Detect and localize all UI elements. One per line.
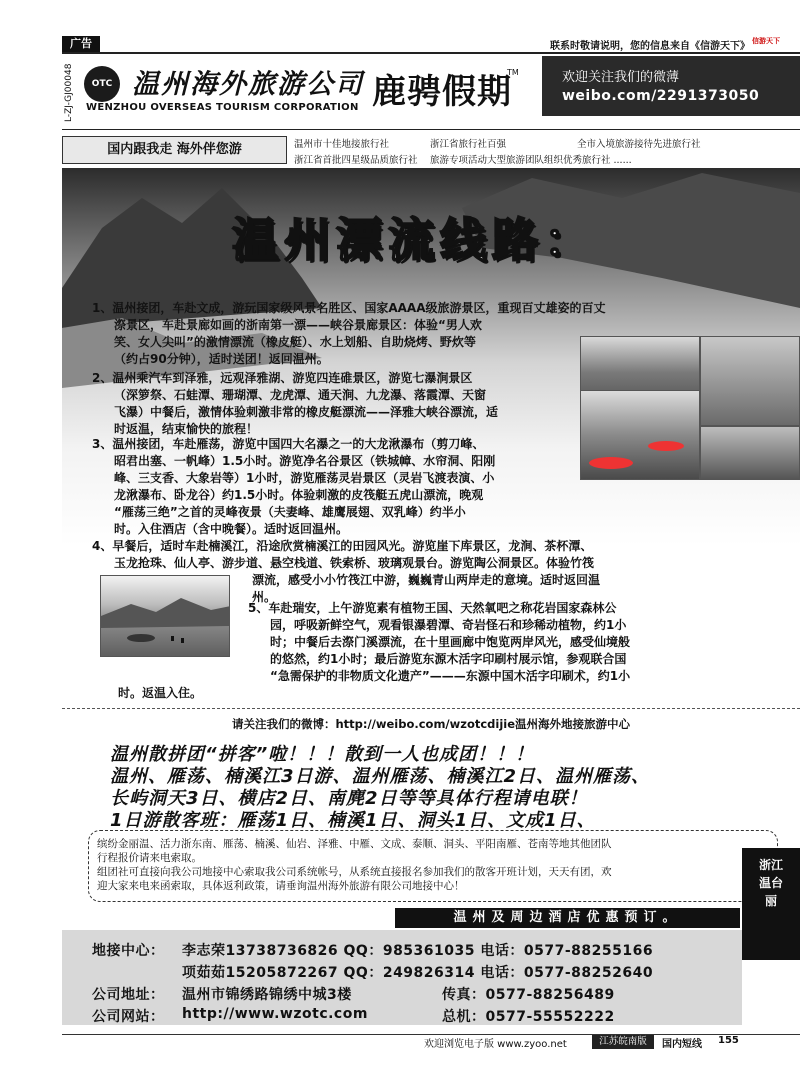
honor-item: 旅游专项活动大型旅游团队组织优秀旅行社 ......: [430, 155, 632, 166]
notice-line: 缤纷金丽温、活力浙东南、雁荡、楠溪、仙岩、泽雅、中雁、文成、泰顺、洞头、平阳南雁、苍南等地其他团队: [97, 838, 612, 850]
route-line: 园，呼吸新鲜空气，观看银瀑碧潭、奇岩怪石和珍稀动植物，约1小: [270, 618, 627, 632]
route-line: 时返温，结束愉快的旅程！: [114, 422, 259, 436]
page-number: 155: [718, 1035, 739, 1046]
route-line: 漈景区，车赴景廊如画的浙南第一漂——峡谷景廊景区：体验“男人欢: [114, 318, 482, 332]
fax-number: 传真：0577-88256489: [442, 987, 615, 1003]
weibo-follow-line[interactable]: 请关注我们的微博：http://weibo.com/wzotcdijie温州海外地接旅游中心: [231, 717, 631, 731]
route-line: 州。: [252, 590, 277, 604]
trademark-mark: TM: [507, 68, 519, 77]
route-5: [248, 600, 718, 685]
route-line: 1、温州接团，车赴文成，游玩国家级风景名胜区、国家AAAA级旅游景区，重现百丈雄姿的百丈: [92, 301, 606, 315]
route-line: 的悠然，约1小时；最后游览东源木活字印刷村展示馆，参观联合国: [270, 652, 627, 666]
slogan: 国内跟我走 海外伴您游: [62, 136, 287, 164]
page-title: 温州漂流线路：: [232, 213, 596, 267]
website-label: 公司网站：: [92, 1009, 165, 1025]
route-line: 2、温州乘汽车到泽雅，远观泽雅湖、游览四连碓景区，游览七瀑涧景区: [92, 371, 473, 385]
honor-item: 浙江省首批四星级品质旅行社: [294, 155, 418, 166]
ad-tag: 广告: [62, 36, 100, 52]
address-value: 温州市锦绣路锦绣中城3楼: [182, 987, 352, 1003]
region-tab-line: 浙江: [758, 858, 783, 872]
rafting-photo-3: [580, 390, 700, 480]
route-2: [92, 370, 582, 438]
rafting-photo-4: [700, 426, 800, 480]
route-line: 漂流，感受小小竹筏江中游，巍巍青山两岸走的意境。适时返回温: [252, 573, 601, 587]
footer: [62, 1034, 800, 1048]
honors-strip: [62, 132, 800, 168]
route-line: （深箩祭、石蛙潭、珊瑚潭、龙虎潭、通天涧、九龙瀑、落霞潭、天窗: [114, 388, 487, 402]
divider: [62, 708, 800, 709]
license-number: L-ZJ-GJ00048: [64, 63, 74, 123]
region-tab-line: 丽: [764, 894, 777, 908]
company-name-en: WENZHOU OVERSEAS TOURISM CORPORATION: [86, 102, 359, 113]
contact-panel: [62, 930, 742, 1025]
route-line: 龙湫瀑布、卧龙谷）约1.5小时。体验刺激的皮筏艇五虎山漂流，晚观: [114, 488, 484, 502]
hotel-banner: 温州及周边酒店优惠预订。: [395, 908, 740, 928]
route-line: 峰、三支香、大象岩等）1小时，游览雁荡灵岩景区（灵岩飞渡表演、小: [114, 471, 495, 485]
source-note: 联系时敬请说明，您的信息来自《信游天下》: [550, 41, 750, 52]
honor-item: 温州市十佳地接旅行社: [294, 139, 390, 150]
contact-person-2: 项茹茹15205872267 QQ：249826314 电话：0577-88252640: [182, 965, 654, 981]
route-line: 时；中餐后去漈门溪漂流，在十里画廊中饱览两岸风光，感受仙境般: [270, 635, 631, 649]
route-line: 笑、女人尖叫”的激情漂流（橡皮艇）、水上划船、自助烧烤、野炊等: [114, 335, 476, 349]
route-line: （约占90分钟），适时送团！返回温州。: [114, 352, 329, 366]
route-line: “雁荡三绝”之首的灵峰夜景（夫妻峰、雄鹰展翅、双乳峰）约半小: [114, 505, 466, 519]
contact-person-1: 李志荣13738736826 QQ：985361035 电话：0577-88255166: [182, 943, 654, 959]
promo-line: 1日游散客班：雁荡1日、楠溪1日、洞头1日、文成1日、: [110, 810, 596, 831]
lake-photo: [100, 575, 230, 657]
region-tab: [742, 848, 800, 960]
honor-item: 浙江省旅行社百强: [430, 139, 507, 150]
edition-badge: 江苏皖南版: [592, 1035, 654, 1049]
notice-box: [88, 830, 778, 902]
notice-line: 组团社可直接向我公司地接中心索取我公司系统帐号，从系统直接报名参加我们的散客开班计划，天天有团，欢: [97, 866, 612, 878]
weibo-link[interactable]: weibo.com/2291373050: [562, 88, 760, 104]
honor-item: 全市入境旅游接待先进旅行社: [577, 139, 701, 150]
route-line: 时。返温入住。: [118, 686, 203, 700]
company-logo: OTC: [84, 66, 120, 102]
header: [62, 56, 800, 130]
promo-line: 长屿洞天3日、横店2日、南麂2日等等具体行程请电联！: [110, 788, 588, 809]
route-line: 3、温州接团，车赴雁荡，游览中国四大名瀑之一的大龙湫瀑布（剪刀峰、: [92, 437, 485, 451]
rafting-photo-2: [700, 336, 800, 426]
company-name-cn: 温州海外旅游公司: [132, 69, 364, 100]
route-line: “急需保护的非物质文化遗产”———东源中国木活字印刷术，约1小: [270, 669, 631, 683]
contact-center-label: 地接中心：: [92, 943, 165, 959]
promo-line: 温州、雁荡、楠溪江3日游、温州雁荡、楠溪江2日、温州雁荡、: [110, 766, 651, 787]
route-line: 昭君出塞、一帆峰）1.5小时。游览净名谷景区（铁城幛、水帘洞、阳刚: [114, 454, 496, 468]
section-name: 国内短线: [662, 1039, 702, 1050]
promo-line: 温州散拼团“拼客”啦！！！散到一人也成团！！！: [110, 744, 535, 765]
publication-logo: 信游天下: [752, 37, 780, 45]
route-line: 飞瀑）中餐后，激情体验刺激非常的橡皮艇漂流——泽雅大峡谷漂流，适: [114, 405, 499, 419]
route-line: 玉龙抢珠、仙人亭、游步道、悬空栈道、铁索桥、玻璃观景台。游览陶公洞景区。体验竹筏: [114, 556, 595, 570]
footer-site: 欢迎浏览电子版 www.zyoo.net: [424, 1039, 567, 1050]
region-tab-line: 温台: [758, 876, 783, 890]
route-line: 5、车赴瑞安，上午游览素有植物王国、天然氧吧之称花岩国家森林公: [248, 601, 617, 615]
route-line: 4、早餐后，适时车赴楠溪江，沿途欣赏楠溪江的田园风光。游览崖下库景区，龙涧、茶杯潭、: [92, 539, 593, 553]
brand-name: 鹿骋假期: [372, 72, 512, 112]
route-3: [92, 436, 582, 538]
main-phone: 总机：0577-55552222: [442, 1009, 615, 1025]
notice-line: 迎大家来电来函索取，具体返利政策，请垂询温州海外旅游有限公司地接中心！: [97, 880, 465, 892]
address-label: 公司地址：: [92, 987, 165, 1003]
weibo-box: [542, 56, 800, 116]
weibo-label: 欢迎关注我们的微薄: [562, 70, 680, 85]
website-link[interactable]: http://www.wzotc.com: [182, 1006, 368, 1022]
notice-line: 行程报价请来电索取。: [97, 852, 202, 864]
divider: [62, 52, 800, 54]
route-line: 时。入住酒店（含中晚餐）。适时返回温州。: [114, 522, 349, 536]
